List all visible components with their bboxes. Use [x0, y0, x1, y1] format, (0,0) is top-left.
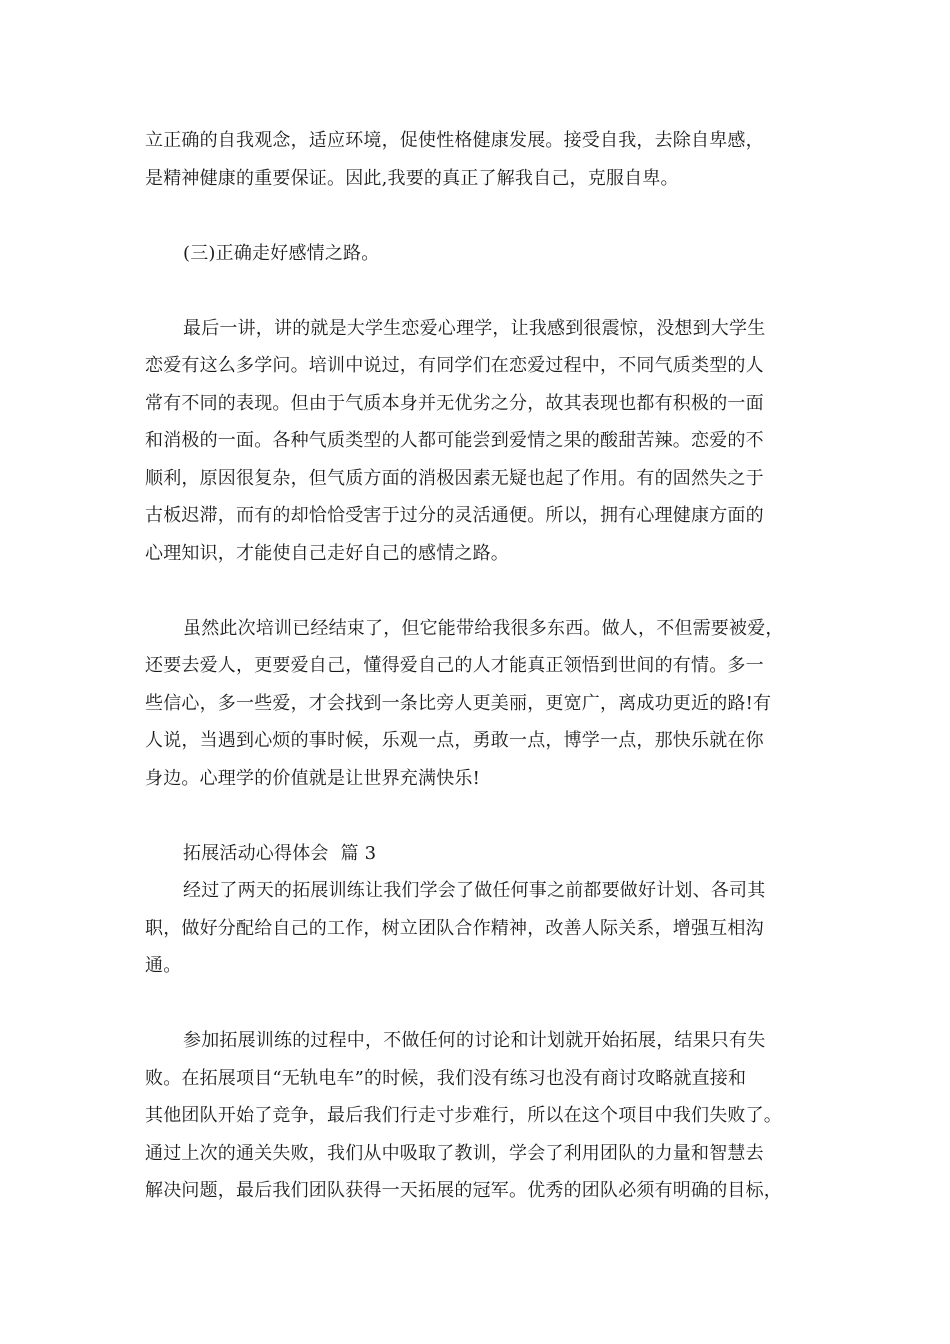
paragraph — [145, 122, 815, 197]
text-line: 解决问题，最后我们团队获得一天拓展的冠军。优秀的团队必须有明确的目标， — [145, 1180, 782, 1201]
text-line: 心理知识，才能使自己走好自己的感情之路。 — [145, 542, 509, 564]
text-line: 些信心，多一些爱，才会找到一条比旁人更美丽，更宽广，离成功更近的路!有 — [145, 692, 772, 714]
text-line: 古板迟滞，而有的却恰恰受害于过分的灵活通便。所以，拥有心理健康方面的 — [145, 505, 764, 526]
text-line: 通过上次的通关失败，我们从中吸取了教训，学会了利用团队的力量和智慧去 — [145, 1142, 764, 1164]
paragraph-gap — [145, 797, 815, 835]
text-line: 参加拓展训练的过程中，不做任何的讨论和计划就开始拓展，结果只有失 — [183, 1030, 766, 1051]
section-heading — [145, 235, 815, 273]
paragraph-gap — [145, 197, 815, 235]
text-line: 立正确的自我观念，适应环境，促使性格健康发展。接受自我，去除自卑感， — [145, 130, 764, 151]
text-line: 最后一讲，讲的就是大学生恋爱心理学，让我感到很震惊，没想到大学生 — [183, 317, 766, 339]
paragraph-gap — [145, 272, 815, 310]
paragraph — [145, 310, 815, 573]
paragraph-gap — [145, 572, 815, 610]
article-section — [145, 835, 815, 985]
article-heading: 拓展活动心得体会 篇 3 — [183, 842, 377, 864]
paragraph — [145, 1022, 815, 1210]
text-line: 和消极的一面。各种气质类型的人都可能尝到爱情之果的酸甜苦辣。恋爱的不 — [145, 430, 764, 451]
text-line: 其他团队开始了竞争，最后我们行走寸步难行，所以在这个项目中我们失败了。 — [145, 1105, 782, 1126]
text-line: 通。 — [145, 955, 182, 976]
text-line: 虽然此次培训已经结束了，但它能带给我很多东西。做人，不但需要被爱， — [183, 617, 784, 639]
paragraph — [145, 610, 815, 798]
document-body — [145, 122, 815, 1210]
text-line: 恋爱有这么多学问。培训中说过，有同学们在恋爱过程中，不同气质类型的人 — [145, 355, 764, 376]
text-line: 经过了两天的拓展训练让我们学会了做任何事之前都要做好计划、各司其 — [183, 880, 766, 901]
text-line: 身边。心理学的价值就是让世界充满快乐! — [145, 767, 481, 789]
text-line: 还要去爱人，更要爱自己，懂得爱自己的人才能真正领悟到世间的有情。多一 — [145, 655, 764, 676]
text-line: 职，做好分配给自己的工作，树立团队合作精神，改善人际关系，增强互相沟 — [145, 917, 764, 939]
paragraph-gap — [145, 985, 815, 1023]
text-line: 人说，当遇到心烦的事时候，乐观一点，勇敢一点，博学一点，那快乐就在你 — [145, 730, 764, 751]
text-line: 常有不同的表现。但由于气质本身并无优劣之分，故其表现也都有积极的一面 — [145, 392, 764, 414]
text-line: (三)正确走好感情之路。 — [183, 242, 380, 264]
text-line: 顺利，原因很复杂，但气质方面的消极因素无疑也起了作用。有的固然失之于 — [145, 467, 764, 489]
text-line: 败。在拓展项目“无轨电车”的时候，我们没有练习也没有商讨攻略就直接和 — [145, 1067, 747, 1089]
text-line: 是精神健康的重要保证。因此,我要的真正了解我自己，克服自卑。 — [145, 167, 679, 189]
